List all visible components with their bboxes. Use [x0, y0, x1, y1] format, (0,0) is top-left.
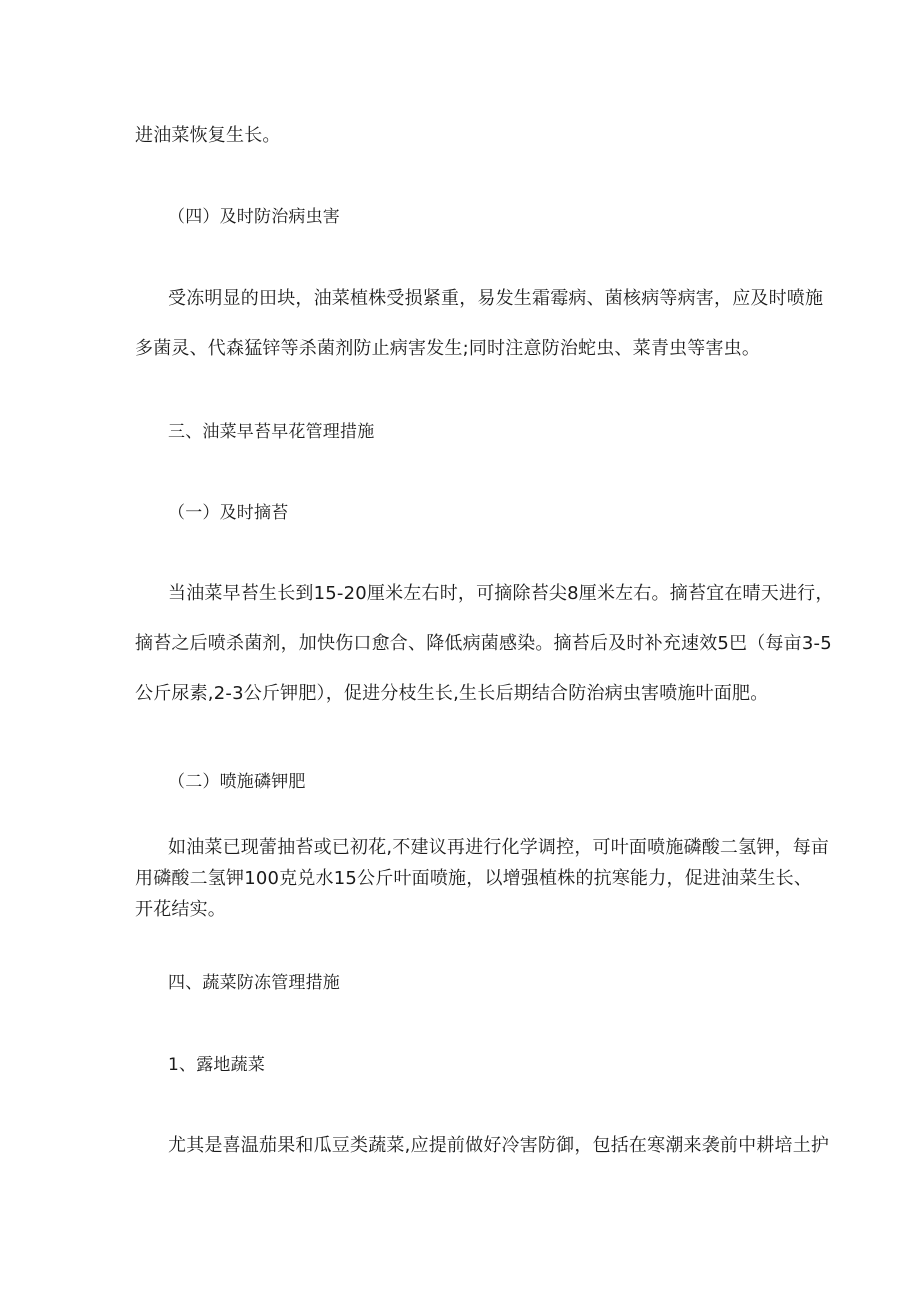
- paragraph-line: 当油菜早苔生长到15-20厘米左右时，可摘除苔尖8厘米左右。摘苔宜在晴天进行，: [168, 583, 834, 604]
- paragraph-line: 尤其是喜温茄果和瓜豆类蔬菜,应提前做好冷害防御，包括在寒潮来袭前中耕培土护: [168, 1135, 830, 1156]
- section-heading-open-field: 1、露地蔬菜: [168, 1055, 266, 1075]
- section-heading-vegetable-measures: 四、蔬菜防冻管理措施: [168, 973, 340, 993]
- section-heading-bolt-removal: （一）及时摘苔: [168, 503, 289, 523]
- paragraph-line: 开花结实。: [135, 899, 226, 920]
- section-heading-fertilizer: （二）喷施磷钾肥: [168, 772, 306, 792]
- paragraph-line: 多菌灵、代森猛锌等杀菌剂防止病害发生;同时注意防治蛇虫、菜青虫等害虫。: [135, 338, 761, 359]
- paragraph-line: 受冻明显的田块，油菜植株受损紧重，易发生霜霉病、菌核病等病害，应及时喷施: [168, 288, 824, 309]
- paragraph-line: 公斤尿素,2-3公斤钾肥），促进分枝生长,生长后期结合防治病虫害喷施叶面肥。: [135, 683, 769, 704]
- section-heading-rapeseed-measures: 三、油菜早苔早花管理措施: [168, 422, 375, 442]
- section-heading-pest-control: （四）及时防治病虫害: [168, 207, 340, 227]
- paragraph-line: 如油菜已现蕾抽苔或已初花,不建议再进行化学调控，可叶面喷施磷酸二氢钾，每亩: [168, 837, 830, 858]
- paragraph-line: 用磷酸二氢钾100克兑水15公斤叶面喷施，以增强植株的抗寒能力，促进油菜生长、: [135, 868, 813, 889]
- paragraph-continuation: 进油菜恢复生长。: [135, 125, 281, 146]
- paragraph-line: 摘苔之后喷杀菌剂，加快伤口愈合、降低病菌感染。摘苔后及时补充速效5巴（每亩3-5: [135, 633, 832, 654]
